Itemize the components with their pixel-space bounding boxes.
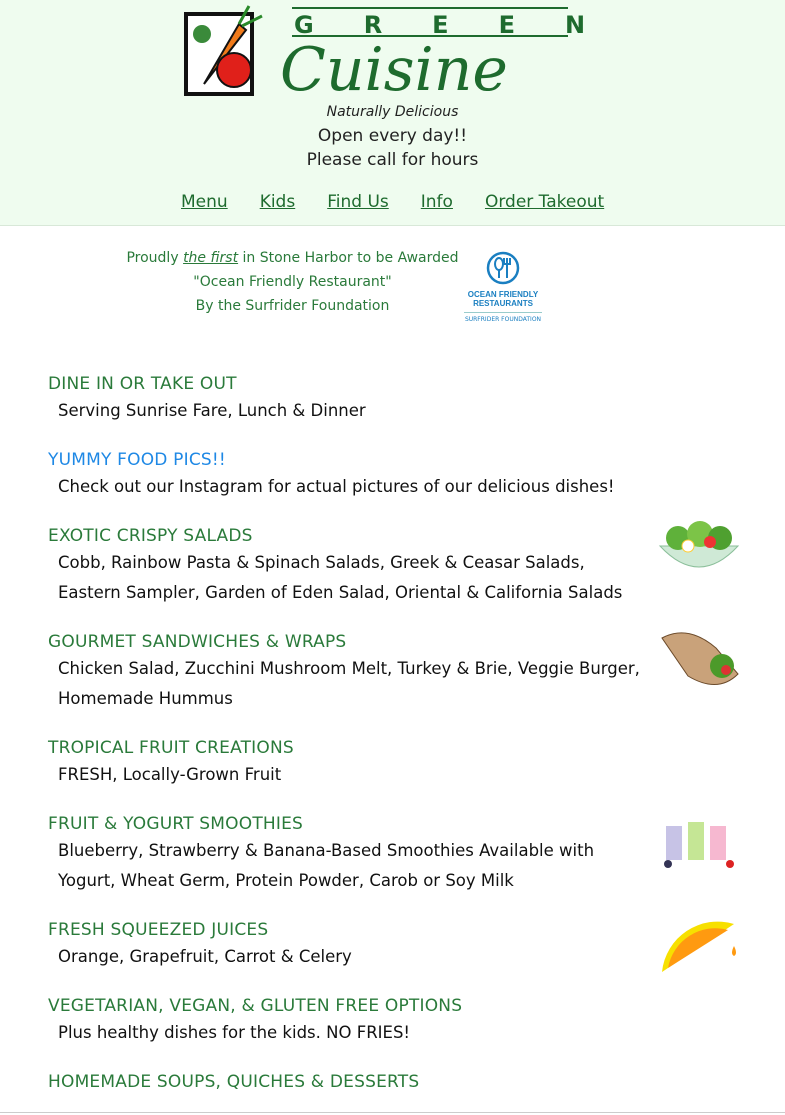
tagline: Naturally Delicious [326, 104, 459, 120]
section-text: Plus healthy dishes for the kids. NO FRIES! [58, 1023, 411, 1042]
svg-text:GREEN: GREEN [294, 11, 636, 39]
header [0, 0, 785, 226]
orange-slice-image [658, 916, 740, 978]
section-salads [48, 526, 648, 608]
main-nav [181, 192, 604, 212]
wrap-image [658, 626, 740, 688]
section-title: HOMEMADE SOUPS, QUICHES & DESSERTS [48, 1072, 420, 1092]
section-title: GOURMET SANDWICHES & WRAPS [48, 632, 347, 652]
nav-info[interactable]: Info [420, 192, 453, 212]
section-text: Cobb, Rainbow Pasta & Spinach Salads, Greek & Ceasar Salads, Eastern Sampler, Garden of Eden Salad, Oriental & California Salads [58, 553, 623, 602]
nav-order-takeout[interactable]: Order Takeout [484, 192, 605, 212]
badge-line2: RESTAURANTS [473, 299, 533, 308]
green-cuisine-logo[interactable] [184, 4, 636, 105]
section-smoothies [48, 814, 648, 896]
section-title: TROPICAL FRUIT CREATIONS [48, 738, 294, 758]
footer-divider [0, 1112, 785, 1113]
section-text: Chicken Salad, Zucchini Mushroom Melt, Turkey & Brie, Veggie Burger, Homemade Hummus [58, 659, 640, 708]
section-text: Serving Sunrise Fare, Lunch & Dinner [58, 401, 366, 420]
hours-notice: Please call for hours [306, 150, 479, 170]
nav-menu[interactable]: Menu [181, 192, 228, 212]
nav-find-us[interactable]: Find Us [327, 192, 389, 212]
section-title: EXOTIC CRISPY SALADS [48, 526, 253, 546]
section-text: Orange, Grapefruit, Carrot & Celery [58, 947, 352, 966]
section-title[interactable]: YUMMY FOOD PICS!! [48, 450, 226, 470]
award-pre: Proudly [126, 250, 184, 266]
badge-line1: OCEAN FRIENDLY [467, 290, 539, 299]
section-fruit [48, 738, 648, 790]
award-post: in Stone Harbor to be Awarded [238, 250, 459, 266]
salad-bowl-image [658, 518, 740, 580]
ocean-friendly-badge [464, 250, 542, 323]
section-vegetarian [48, 996, 648, 1048]
award-org: By the Surfrider Foundation [195, 298, 390, 314]
open-notice: Open every day!! [317, 126, 468, 146]
award-title: "Ocean Friendly Restaurant" [193, 274, 392, 290]
section-title: DINE IN OR TAKE OUT [48, 374, 237, 394]
section-dine-in [48, 374, 648, 426]
badge-sub: SURFRIDER FOUNDATION [464, 312, 542, 323]
section-title: VEGETARIAN, VEGAN, & GLUTEN FREE OPTIONS [48, 996, 463, 1016]
section-juices [48, 920, 648, 972]
section-sandwiches [48, 632, 648, 714]
section-food-pics [48, 450, 648, 502]
nav-kids[interactable]: Kids [259, 192, 296, 212]
section-title: FRESH SQUEEZED JUICES [48, 920, 269, 940]
svg-text:Cuisine: Cuisine [280, 35, 508, 105]
award-notice [125, 246, 460, 318]
section-text: FRESH, Locally-Grown Fruit [58, 765, 282, 784]
section-text: Blueberry, Strawberry & Banana-Based Smoothies Available with Yogurt, Wheat Germ, Protein Powder, Carob or Soy Milk [58, 841, 595, 890]
section-text: Check out our Instagram for actual pictures of our delicious dishes! [58, 477, 615, 496]
award-emphasis: the first [183, 250, 239, 266]
smoothies-image [658, 812, 740, 874]
section-title: FRUIT & YOGURT SMOOTHIES [48, 814, 304, 834]
utensils-circle-icon [485, 250, 521, 286]
section-soups [48, 1072, 648, 1092]
